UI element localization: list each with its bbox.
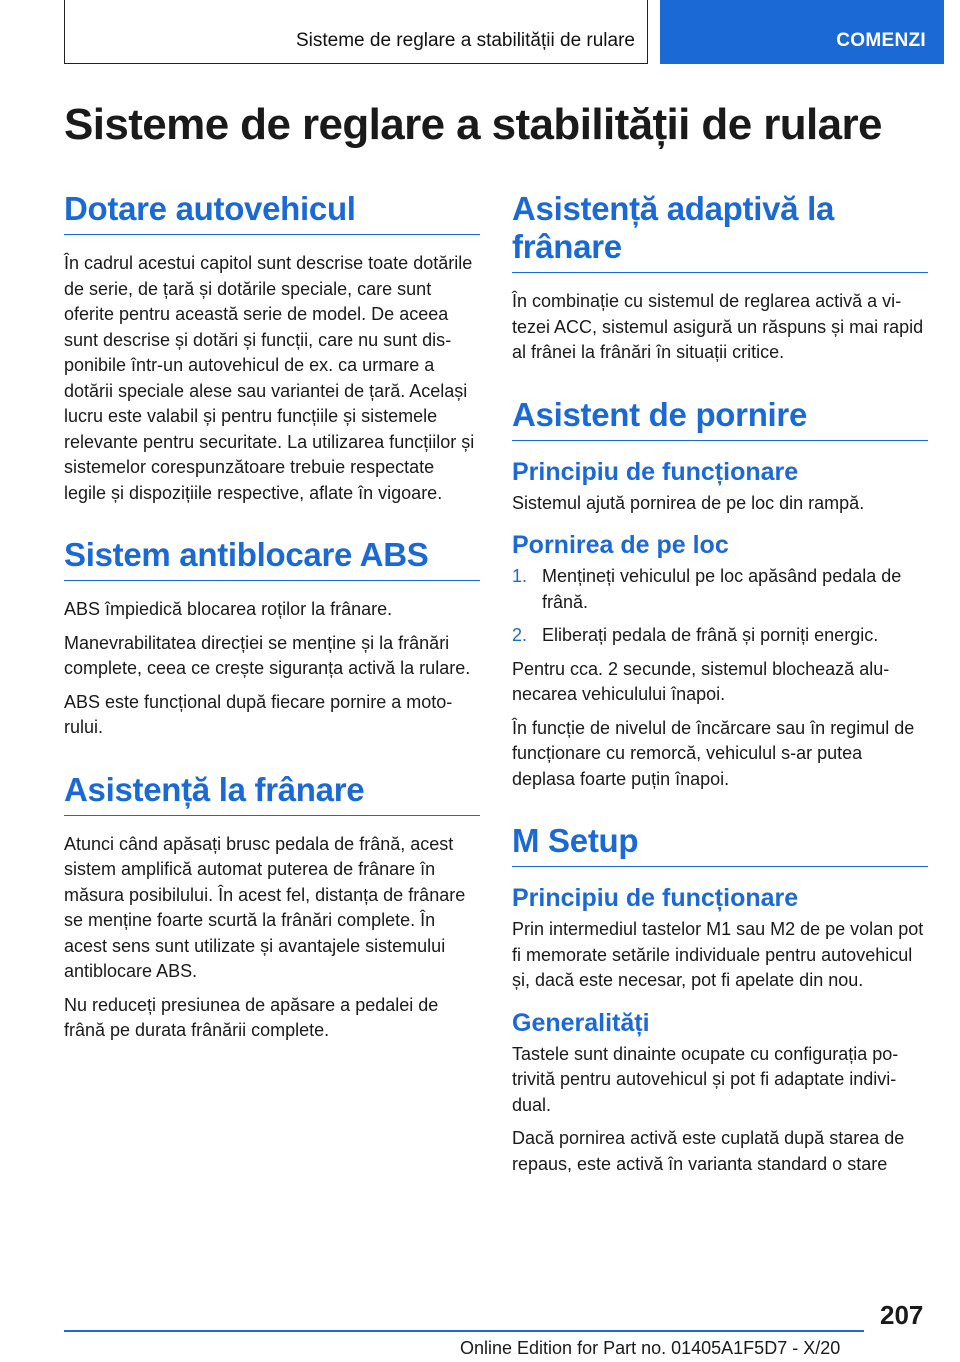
section-heading: M Setup: [512, 822, 928, 867]
step-text: Eliberați pedala de frână și porniți energic.: [542, 625, 879, 645]
paragraph: Pentru cca. 2 secunde, sistemul blochează alunecarea vehiculului înapoi.: [512, 658, 890, 704]
paragraph: Nu reduceți presiunea de apăsare a pedalei de frână pe durata frânării complete.: [64, 994, 439, 1040]
section-adaptive-brake-assist: [512, 190, 928, 366]
paragraph: Dacă pornirea activă este cuplată după starea de repaus, este activă în varianta standard o stare: [512, 1128, 905, 1174]
paragraph: În funcție de nivelul de încărcare sau în regimul de funcționare cu remorcă, vehiculul s-ar putea deplasa foarte puțin înapoi.: [512, 717, 915, 789]
page-number: 207: [880, 1300, 924, 1330]
section-heading: Asistent de pornire: [512, 396, 928, 441]
header-section-box: [64, 0, 648, 64]
list-item: [512, 564, 928, 615]
step-number: 1.: [512, 566, 528, 586]
steps-list: [512, 564, 928, 649]
subsection-heading: Principiu de funcționare: [512, 884, 799, 912]
header-chapter-label: COMENZI: [836, 30, 926, 51]
section-start-assist: [512, 396, 928, 793]
right-column: [512, 190, 928, 1185]
paragraph: ABS împiedică blocarea roților la frânare.: [64, 599, 393, 619]
section-heading: Dotare autovehicul: [64, 190, 480, 235]
section-brake-assist: [64, 771, 480, 1044]
paragraph: Atunci când apăsați brusc pedala de frână, acest sistem amplifică automat puterea de frânare în măsura posibilului. În acest fel, distanța de frânare se menține foarte scurtă la frânări complete. În acest sens sunt utilizate și avantajele sistemului antiblocare ABS.: [64, 833, 466, 981]
paragraph: În combinație cu sistemul de reglarea activă a vitezei ACC, sistemul asigură un răspuns și mai rapid al frânei la frânări în situații critice.: [512, 291, 924, 362]
subsection-heading: Generalități: [512, 1008, 650, 1037]
list-item: [512, 623, 928, 649]
paragraph: În cadrul acestui capitol sunt descrise toate dotările de serie, de țară și dotările speciale, care sunt oferite pentru această serie de model. De aceea sunt descrise și dotări și funcții, care nu sunt disponibile într-un autovehicul de ex. ca urmare a dotării speciale alese sau variantei de țară. Același lucru este valabil și pentru funcțiile și sistemele relevante pentru securitate. La utilizarea funcțiilor și sistemelor corespunzătoare trebuie respectate legile și dispozițiile respective, aflate în vigoare.: [64, 253, 475, 503]
paragraph: ABS este funcțional după fiecare pornire a motorului.: [64, 691, 453, 737]
step-text: Mențineți vehiculul pe loc apăsând pedala de frână.: [542, 566, 902, 612]
section-abs: [64, 536, 480, 741]
section-heading: Asistență la frânare: [64, 771, 480, 816]
subsection-heading: Principiu de funcționare: [512, 457, 799, 486]
section-m-setup: [512, 822, 928, 1177]
header-chapter-tab[interactable]: [660, 0, 944, 64]
page-title: Sisteme de reglare a stabilității de rulare: [64, 100, 882, 149]
paragraph: Tastele sunt dinainte ocupate cu configurația potrivită pentru autovehicul și pot fi adaptate individual.: [512, 1043, 899, 1115]
footer-edition: Online Edition for Part no. 01405A1F5D7 - X/20: [460, 1338, 841, 1358]
paragraph: Manevrabilitatea direcției se menține și la frânări complete, ceea ce crește siguranța activă la rulare.: [64, 632, 471, 678]
left-column: [64, 190, 480, 1052]
section-equipment: [64, 190, 480, 506]
section-heading: Asistență adaptivă la frânare: [512, 190, 928, 273]
section-heading: Sistem antiblocare ABS: [64, 536, 480, 581]
header-section-title: Sisteme de reglare a stabilității de rulare: [295, 30, 635, 51]
paragraph: Prin intermediul tastelor M1 sau M2 de pe volan pot fi memorate setările individuale pentru autovehicul și, dacă este necesar, pot fi apelate din nou.: [512, 919, 924, 990]
paragraph: Sistemul ajută pornirea de pe loc din rampă.: [512, 492, 865, 513]
subsection-heading: Pornirea de pe loc: [512, 531, 729, 559]
step-number: 2.: [512, 625, 528, 645]
footer-divider: [64, 1330, 864, 1332]
